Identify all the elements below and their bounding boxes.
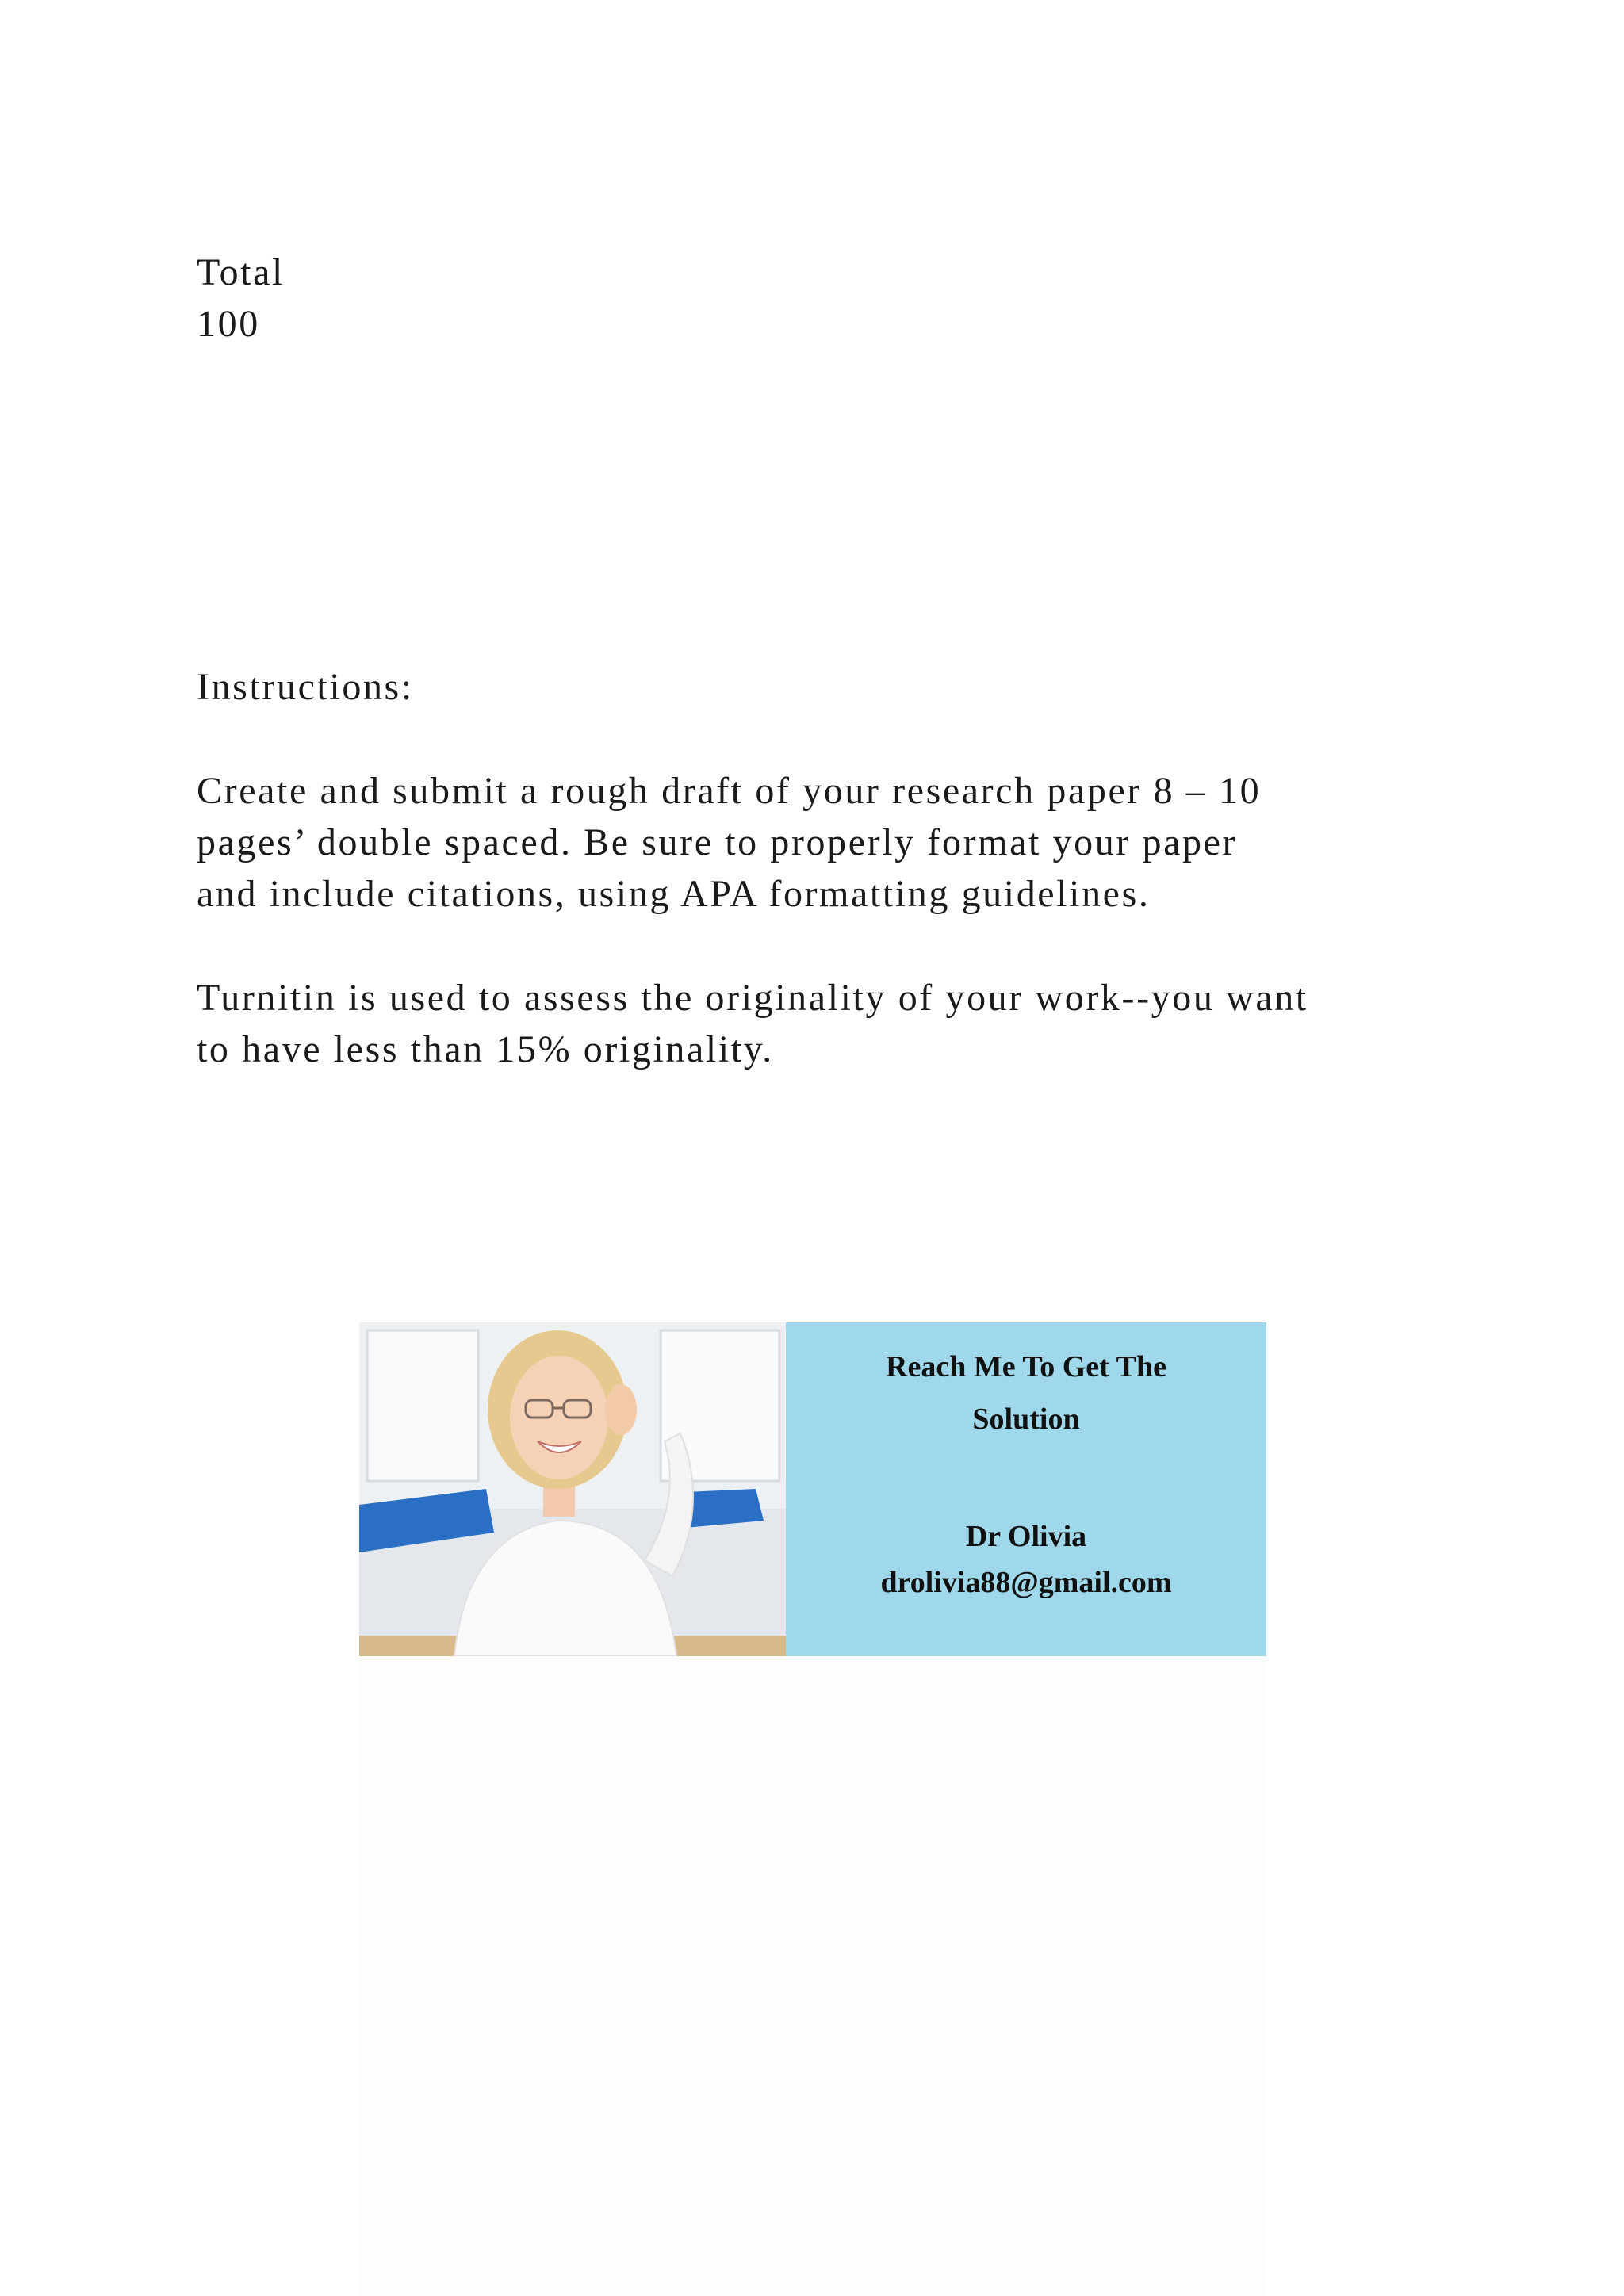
total-block (197, 247, 285, 350)
contact-banner (359, 1322, 1266, 1656)
instructions-paragraph-2 (197, 972, 1308, 1075)
total-label: Total (197, 251, 285, 293)
instructions-paragraph-1 (197, 765, 1261, 920)
contact-name: Dr Olivia (965, 1520, 1087, 1553)
instructions-heading: Instructions: (197, 666, 414, 708)
total-value: 100 (197, 303, 260, 345)
paragraph-2-line: to have less than 15% originality. (197, 1028, 774, 1070)
paragraph-1-line: Create and submit a rough draft of your research paper 8 – 10 (197, 770, 1262, 812)
contact-email: drolivia88@gmail.com (880, 1566, 1172, 1599)
banner-text-panel (786, 1322, 1266, 1656)
banner-headline-continued: Solution (972, 1402, 1080, 1436)
paragraph-2-line: Turnitin is used to assess the originality of your work--you want (197, 977, 1308, 1019)
woman-photo-illustration (359, 1322, 786, 1656)
paragraph-1-line: pages’ double spaced. Be sure to properly format your paper (197, 821, 1238, 863)
blank-image-area (359, 1656, 1266, 2296)
banner-photo (359, 1322, 786, 1656)
banner-headline: Reach Me To Get The (886, 1350, 1166, 1383)
paragraph-1-line: and include citations, using APA formatting guidelines. (197, 873, 1151, 915)
